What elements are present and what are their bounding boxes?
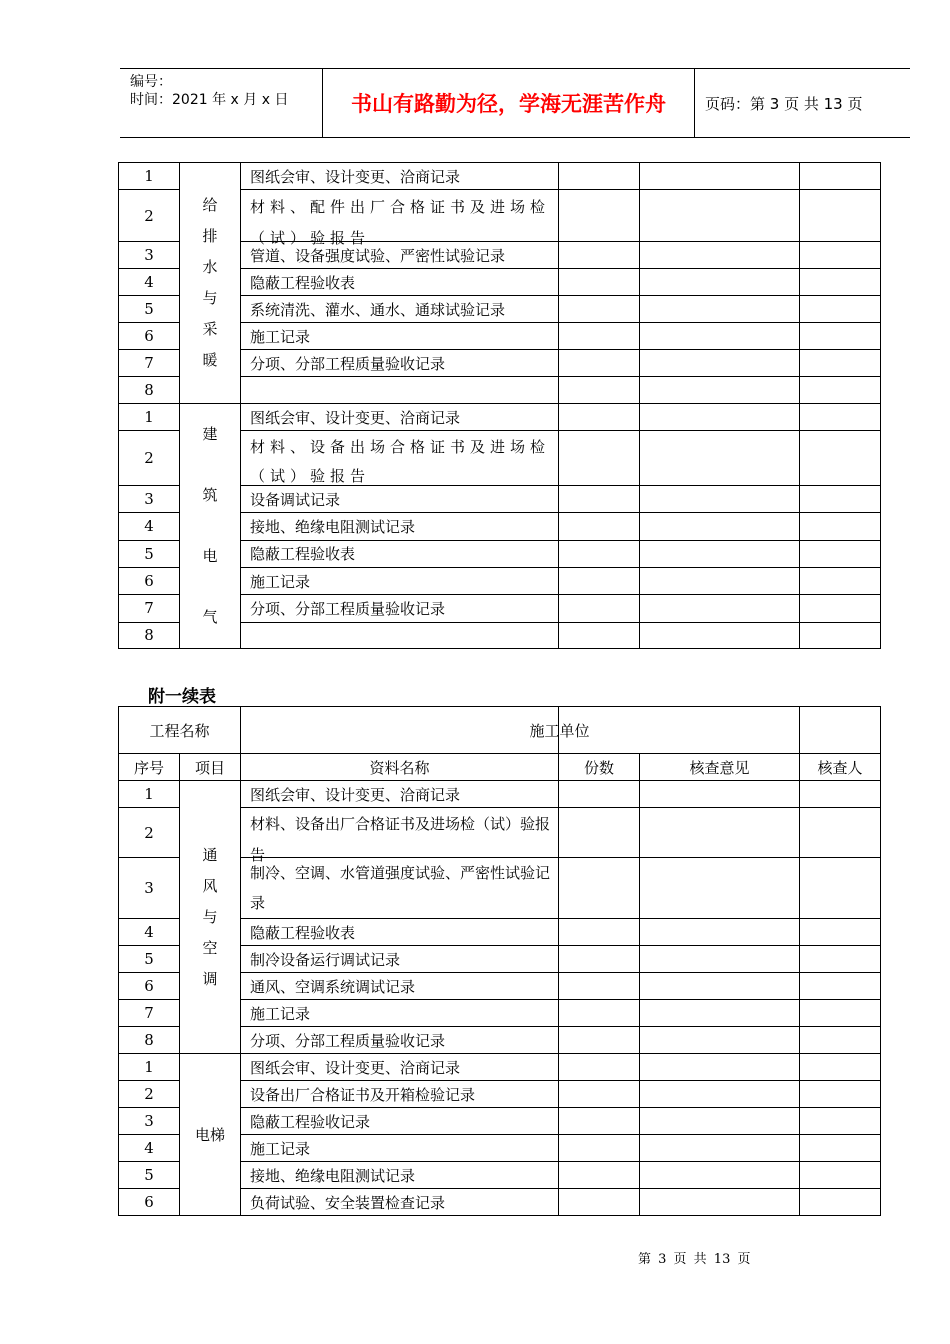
document-name: 制冷、空调、水管道强度试验、严密性试验记录 [241, 858, 559, 919]
project-info-row [119, 707, 881, 754]
document-name: 施工记录 [241, 567, 559, 594]
document-name: 分项、分部工程质量验收记录 [241, 595, 559, 622]
review-opinion-cell[interactable] [640, 808, 800, 858]
row-number: 8 [119, 1027, 180, 1054]
reviewer-cell[interactable] [800, 1135, 881, 1162]
document-name: 通风、空调系统调试记录 [241, 973, 559, 1000]
copies-cell[interactable] [559, 242, 640, 269]
reviewer-cell[interactable] [800, 858, 881, 919]
row-number: 1 [119, 404, 180, 431]
table-row [119, 781, 881, 808]
review-opinion-cell[interactable] [640, 919, 800, 946]
row-number: 5 [119, 540, 180, 567]
table-1 [118, 162, 881, 649]
review-opinion-cell[interactable] [640, 513, 800, 540]
contractor-value[interactable] [800, 707, 881, 754]
reviewer-cell[interactable] [800, 190, 881, 242]
copies-cell[interactable] [559, 622, 640, 648]
group-label-hvac: 通风与空调 [180, 781, 241, 1054]
reviewer-cell[interactable] [800, 296, 881, 323]
reviewer-cell[interactable] [800, 622, 881, 648]
review-opinion-cell[interactable] [640, 1054, 800, 1081]
copies-cell[interactable] [559, 431, 640, 486]
row-number: 7 [119, 1000, 180, 1027]
row-number: 2 [119, 808, 180, 858]
review-opinion-cell[interactable] [640, 350, 800, 377]
reviewer-cell[interactable] [800, 1000, 881, 1027]
review-opinion-cell[interactable] [640, 595, 800, 622]
copies-cell[interactable] [559, 781, 640, 808]
document-name: 隐蔽工程验收记录 [241, 1108, 559, 1135]
review-opinion-cell[interactable] [640, 323, 800, 350]
copies-cell[interactable] [559, 485, 640, 512]
document-name: 负荷试验、安全装置检查记录 [241, 1189, 559, 1216]
review-opinion-cell[interactable] [640, 1108, 800, 1135]
reviewer-cell[interactable] [800, 808, 881, 858]
document-name: 材料、设备出场合格证书及进场检（试）验报告 [241, 431, 559, 486]
row-number: 2 [119, 190, 180, 242]
table-row [119, 404, 881, 431]
review-opinion-cell[interactable] [640, 946, 800, 973]
copies-cell[interactable] [559, 350, 640, 377]
review-opinion-cell[interactable] [640, 242, 800, 269]
document-name [241, 377, 559, 404]
document-name: 接地、绝缘电阻测试记录 [241, 513, 559, 540]
reviewer-cell[interactable] [800, 323, 881, 350]
document-name: 管道、设备强度试验、严密性试验记录 [241, 242, 559, 269]
document-name: 图纸会审、设计变更、洽商记录 [241, 781, 559, 808]
column-header-row [119, 754, 881, 781]
row-number: 6 [119, 1189, 180, 1216]
document-name: 设备调试记录 [241, 485, 559, 512]
copies-cell[interactable] [559, 973, 640, 1000]
row-number: 6 [119, 323, 180, 350]
copies-cell[interactable] [559, 567, 640, 594]
document-name: 图纸会审、设计变更、洽商记录 [241, 1054, 559, 1081]
review-opinion-cell[interactable] [640, 485, 800, 512]
copies-cell[interactable] [559, 377, 640, 404]
table-row [119, 163, 881, 190]
row-number: 3 [119, 242, 180, 269]
document-name: 隐蔽工程验收表 [241, 540, 559, 567]
reviewer-cell[interactable] [800, 567, 881, 594]
group-label-elevator: 电梯 [180, 1054, 241, 1216]
reviewer-cell[interactable] [800, 946, 881, 973]
reviewer-cell[interactable] [800, 404, 881, 431]
table-2 [118, 706, 881, 1216]
review-opinion-cell[interactable] [640, 1162, 800, 1189]
row-number: 1 [119, 781, 180, 808]
col-header-no: 序号 [119, 754, 180, 781]
reviewer-cell[interactable] [800, 919, 881, 946]
document-name: 隐蔽工程验收表 [241, 919, 559, 946]
col-header-item: 项目 [180, 754, 241, 781]
document-name: 材料、配件出厂合格证书及进场检（试）验报告 [241, 190, 559, 242]
reviewer-cell[interactable] [800, 1162, 881, 1189]
project-name-value[interactable] [241, 707, 559, 754]
doc-number-label: 编号： [130, 74, 172, 90]
copies-cell[interactable] [559, 1135, 640, 1162]
col-header-review-opinion: 核查意见 [640, 754, 800, 781]
reviewer-cell[interactable] [800, 1081, 881, 1108]
review-opinion-cell[interactable] [640, 269, 800, 296]
review-opinion-cell[interactable] [640, 540, 800, 567]
copies-cell[interactable] [559, 1189, 640, 1216]
document-name: 分项、分部工程质量验收记录 [241, 1027, 559, 1054]
review-opinion-cell[interactable] [640, 404, 800, 431]
row-number: 1 [119, 1054, 180, 1081]
reviewer-cell[interactable] [800, 1027, 881, 1054]
review-opinion-cell[interactable] [640, 567, 800, 594]
document-name: 接地、绝缘电阻测试记录 [241, 1162, 559, 1189]
row-number: 1 [119, 163, 180, 190]
copies-cell[interactable] [559, 1027, 640, 1054]
review-opinion-cell[interactable] [640, 1027, 800, 1054]
copies-cell[interactable] [559, 404, 640, 431]
row-number: 4 [119, 1135, 180, 1162]
review-opinion-cell[interactable] [640, 781, 800, 808]
table-subtitle: 附一续表 [148, 687, 216, 707]
row-number: 3 [119, 1108, 180, 1135]
page-footer: 第 3 页 共 13 页 [638, 1252, 751, 1267]
copies-cell[interactable] [559, 540, 640, 567]
copies-cell[interactable] [559, 919, 640, 946]
document-name: 制冷设备运行调试记录 [241, 946, 559, 973]
col-header-copies: 份数 [559, 754, 640, 781]
page-header [120, 68, 910, 138]
review-opinion-cell[interactable] [640, 296, 800, 323]
document-name: 施工记录 [241, 323, 559, 350]
copies-cell[interactable] [559, 808, 640, 858]
copies-cell[interactable] [559, 163, 640, 190]
header-info-cell [120, 69, 323, 137]
review-opinion-cell[interactable] [640, 190, 800, 242]
copies-cell[interactable] [559, 1162, 640, 1189]
copies-cell[interactable] [559, 323, 640, 350]
reviewer-cell[interactable] [800, 1189, 881, 1216]
row-number: 8 [119, 622, 180, 648]
reviewer-cell[interactable] [800, 485, 881, 512]
reviewer-cell[interactable] [800, 350, 881, 377]
document-name [241, 622, 559, 648]
row-number: 6 [119, 567, 180, 594]
copies-cell[interactable] [559, 1108, 640, 1135]
table-row [119, 1054, 881, 1081]
row-number: 3 [119, 858, 180, 919]
reviewer-cell[interactable] [800, 377, 881, 404]
copies-cell[interactable] [559, 190, 640, 242]
group-label-electrical: 建筑电气 [180, 404, 241, 649]
row-number: 4 [119, 919, 180, 946]
header-page-label: 页码：第 3 页 共 13 页 [705, 94, 863, 113]
row-number: 5 [119, 296, 180, 323]
copies-cell[interactable] [559, 269, 640, 296]
review-opinion-cell[interactable] [640, 1000, 800, 1027]
row-number: 4 [119, 513, 180, 540]
reviewer-cell[interactable] [800, 431, 881, 486]
reviewer-cell[interactable] [800, 1108, 881, 1135]
review-opinion-cell[interactable] [640, 973, 800, 1000]
document-name: 隐蔽工程验收表 [241, 269, 559, 296]
copies-cell[interactable] [559, 858, 640, 919]
document-name: 分项、分部工程质量验收记录 [241, 350, 559, 377]
project-name-label: 工程名称 [119, 707, 241, 754]
review-opinion-cell[interactable] [640, 163, 800, 190]
group-label-plumbing: 给排水与采暖 [180, 163, 241, 404]
reviewer-cell[interactable] [800, 973, 881, 1000]
reviewer-cell[interactable] [800, 269, 881, 296]
document-name: 设备出厂合格证书及开箱检验记录 [241, 1081, 559, 1108]
review-opinion-cell[interactable] [640, 858, 800, 919]
header-motto: 书山有路勤为径，学海无涯苦作舟 [323, 69, 695, 137]
reviewer-cell[interactable] [800, 1054, 881, 1081]
reviewer-cell[interactable] [800, 540, 881, 567]
reviewer-cell[interactable] [800, 513, 881, 540]
document-name: 图纸会审、设计变更、洽商记录 [241, 163, 559, 190]
row-number: 8 [119, 377, 180, 404]
copies-cell[interactable] [559, 1000, 640, 1027]
document-name: 施工记录 [241, 1000, 559, 1027]
copies-cell[interactable] [559, 1081, 640, 1108]
review-opinion-cell[interactable] [640, 1189, 800, 1216]
copies-cell[interactable] [559, 513, 640, 540]
reviewer-cell[interactable] [800, 595, 881, 622]
col-header-reviewer: 核查人 [800, 754, 881, 781]
time-label: 时间：2021 年 x 月 x 日 [130, 92, 289, 108]
document-name: 施工记录 [241, 1135, 559, 1162]
row-number: 2 [119, 1081, 180, 1108]
row-number: 7 [119, 595, 180, 622]
review-opinion-cell[interactable] [640, 1135, 800, 1162]
row-number: 5 [119, 946, 180, 973]
reviewer-cell[interactable] [800, 781, 881, 808]
row-number: 2 [119, 431, 180, 486]
row-number: 4 [119, 269, 180, 296]
reviewer-cell[interactable] [800, 163, 881, 190]
document-name: 材料、设备出厂合格证书及进场检（试）验报告 [241, 808, 559, 858]
col-header-doc-name: 资料名称 [241, 754, 559, 781]
reviewer-cell[interactable] [800, 242, 881, 269]
copies-cell[interactable] [559, 1054, 640, 1081]
document-name: 图纸会审、设计变更、洽商记录 [241, 404, 559, 431]
row-number: 5 [119, 1162, 180, 1189]
review-opinion-cell[interactable] [640, 431, 800, 486]
copies-cell[interactable] [559, 296, 640, 323]
review-opinion-cell[interactable] [640, 1081, 800, 1108]
row-number: 3 [119, 485, 180, 512]
row-number: 7 [119, 350, 180, 377]
document-name: 系统清洗、灌水、通水、通球试验记录 [241, 296, 559, 323]
row-number: 6 [119, 973, 180, 1000]
review-opinion-cell[interactable] [640, 377, 800, 404]
contractor-label: 施工单位 [559, 707, 800, 754]
copies-cell[interactable] [559, 595, 640, 622]
copies-cell[interactable] [559, 946, 640, 973]
review-opinion-cell[interactable] [640, 622, 800, 648]
